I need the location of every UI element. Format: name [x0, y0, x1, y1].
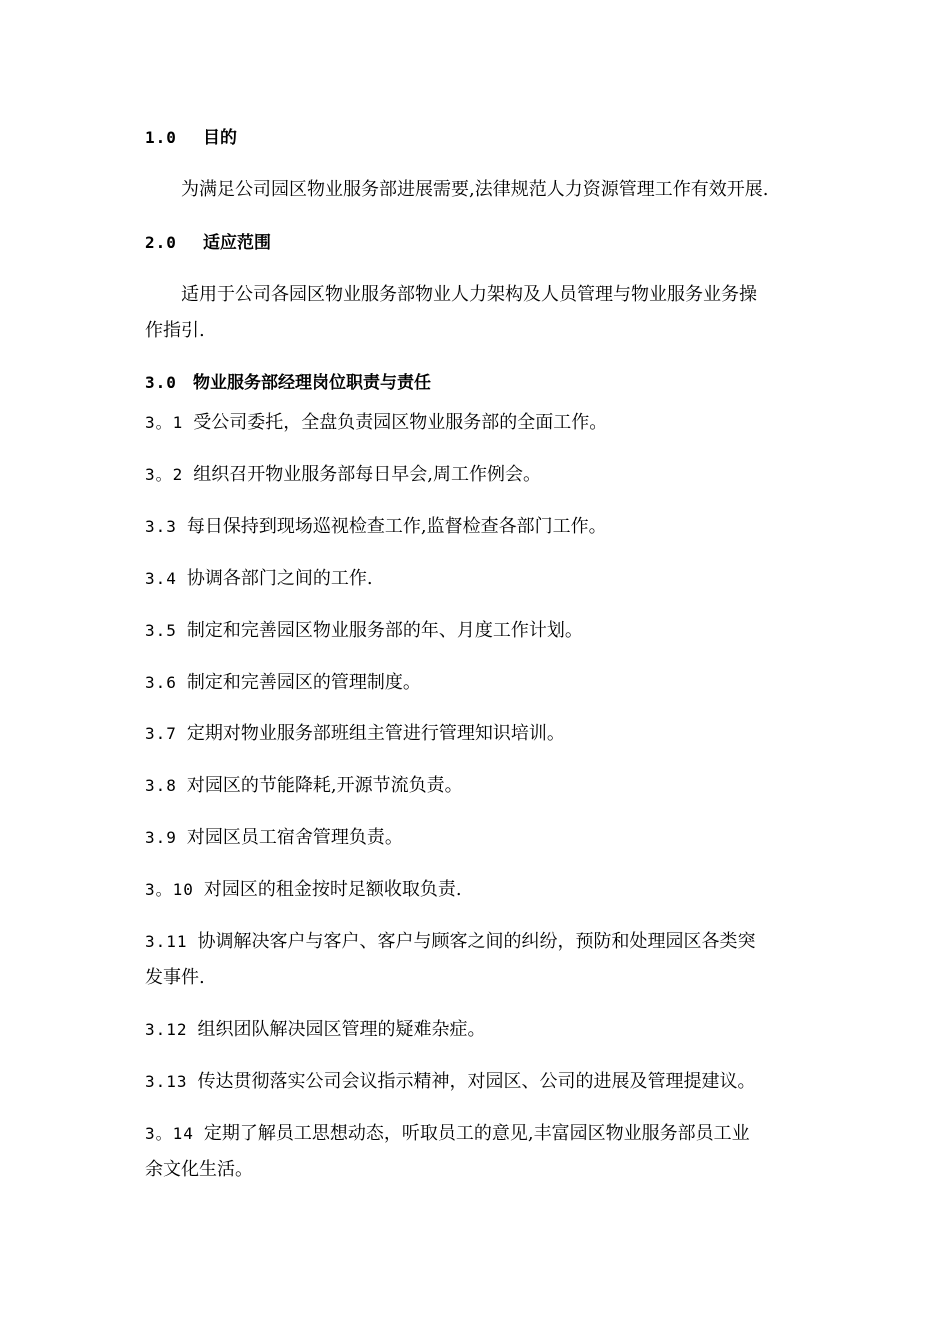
item-text: 制定和完善园区物业服务部的年、月度工作计划。: [186, 620, 583, 641]
section-2-body-line2: 作指引.: [145, 320, 205, 341]
item-text: 受公司委托，全盘负责园区物业服务部的全面工作。: [193, 412, 608, 433]
item-text: 定期对物业服务部班组主管进行管理知识培训。: [186, 723, 565, 744]
item-text: 组织召开物业服务部每日早会,周工作例会。: [193, 464, 542, 485]
section-1-body: 为满足公司园区物业服务部进展需要,法律规范人力资源管理工作有效开展.: [181, 179, 769, 200]
list-item: [145, 771, 810, 801]
list-item-continuation: 余文化生活。: [145, 1159, 253, 1180]
item-number: 3.7: [145, 724, 177, 743]
list-item: [145, 719, 810, 749]
item-text: 定期了解员工思想动态，听取员工的意见,丰富园区物业服务部员工业: [203, 1123, 750, 1144]
section-1-heading: [145, 123, 810, 153]
item-text: 协调解决客户与客户、客户与顾客之间的纠纷，预防和处理园区各类突: [197, 931, 756, 952]
section-title: 目的: [203, 128, 237, 148]
item-number: 3。1: [145, 413, 184, 432]
section-3-heading: [145, 368, 810, 398]
item-text: 对园区的节能降耗,开源节流负责。: [186, 775, 463, 796]
section-title: 物业服务部经理岗位职责与责任: [193, 373, 431, 393]
item-number: 3.8: [145, 776, 177, 795]
item-text: 组织团队解决园区管理的疑难杂症。: [197, 1019, 486, 1040]
list-item: [145, 616, 810, 646]
item-number: 3。14: [145, 1124, 194, 1143]
item-number: 3.4: [145, 569, 177, 588]
item-number: 3.5: [145, 621, 177, 640]
list-item: [145, 512, 810, 542]
item-text: 协调各部门之间的工作.: [186, 568, 373, 589]
item-number: 3.6: [145, 673, 177, 692]
section-2-heading: [145, 228, 810, 258]
list-item: [145, 927, 810, 957]
list-item-continuation: 发事件.: [145, 967, 205, 988]
list-item: [145, 1119, 810, 1149]
list-item: [145, 1015, 810, 1045]
section-number: 2.0: [145, 233, 177, 252]
list-item: [145, 460, 810, 490]
item-text: 对园区的租金按时足额收取负责.: [203, 879, 462, 900]
list-item: [145, 668, 810, 698]
item-number: 3。10: [145, 880, 194, 899]
section-number: 1.0: [145, 128, 177, 147]
section-title: 适应范围: [203, 233, 271, 253]
item-number: 3.9: [145, 828, 177, 847]
item-text: 对园区员工宿舍管理负责。: [186, 827, 403, 848]
item-number: 3.3: [145, 517, 177, 536]
item-number: 3.12: [145, 1020, 188, 1039]
section-number: 3.0: [145, 373, 177, 392]
item-text: 传达贯彻落实公司会议指示精神，对园区、公司的进展及管理提建议。: [197, 1071, 756, 1092]
item-text: 制定和完善园区的管理制度。: [186, 672, 421, 693]
section-2-body-line1: 适用于公司各园区物业服务部物业人力架构及人员管理与物业服务业务操: [181, 284, 757, 305]
list-item: [145, 875, 810, 905]
list-item: [145, 564, 810, 594]
list-item: [145, 1067, 810, 1097]
list-item: [145, 823, 810, 853]
item-number: 3.11: [145, 932, 188, 951]
item-number: 3。2: [145, 465, 184, 484]
item-text: 每日保持到现场巡视检查工作,监督检查各部门工作。: [186, 516, 607, 537]
list-item: [145, 408, 810, 438]
item-number: 3.13: [145, 1072, 188, 1091]
